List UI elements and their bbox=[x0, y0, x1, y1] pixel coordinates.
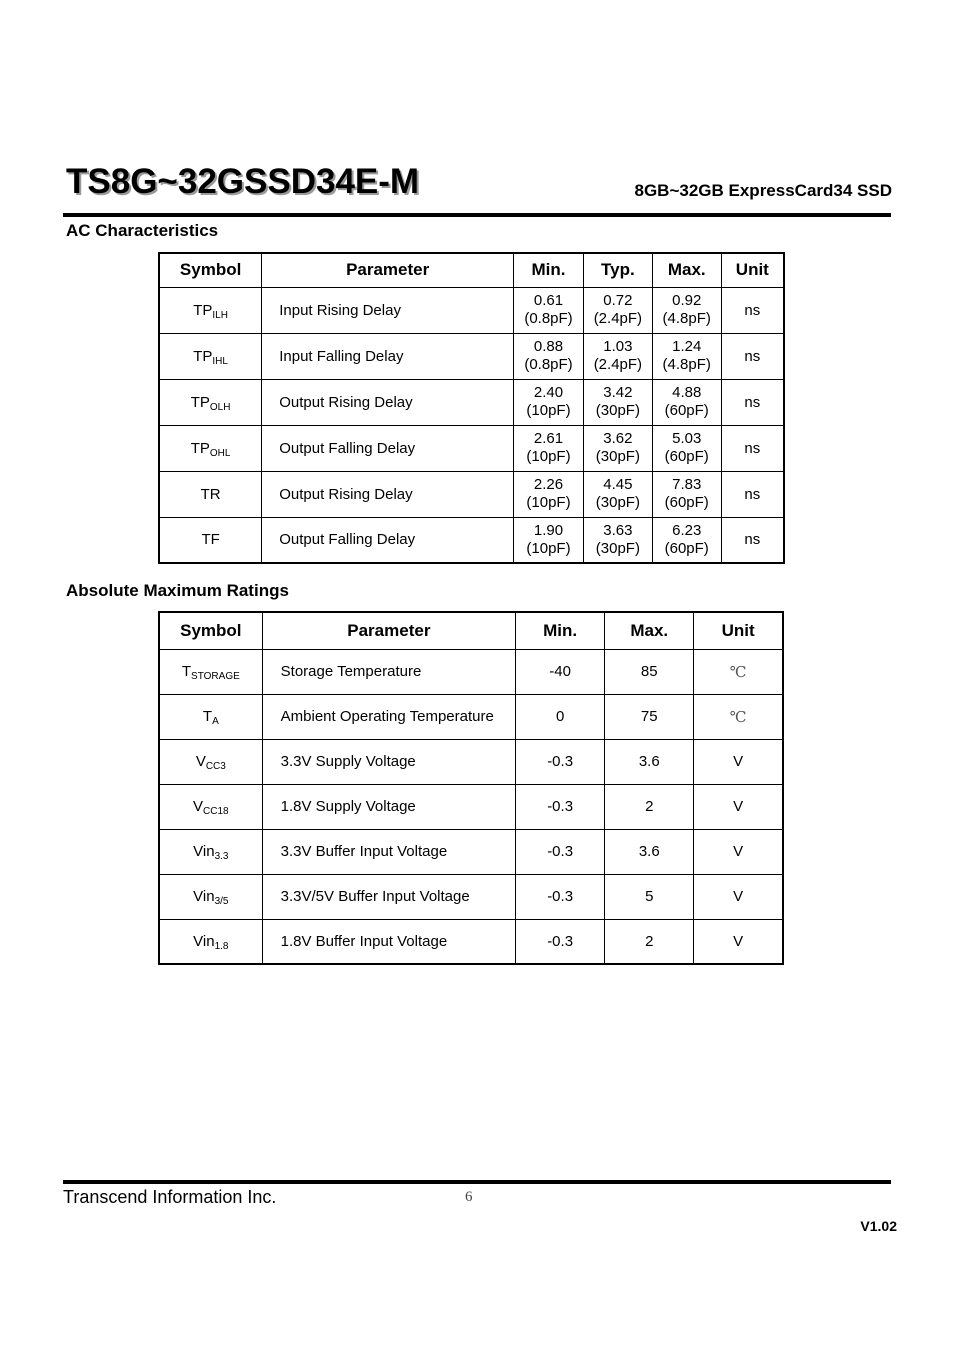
symbol-text: TP bbox=[190, 439, 210, 457]
min-condition: (10pF) bbox=[526, 539, 571, 557]
table-row bbox=[159, 784, 783, 829]
unit-cell: ns bbox=[721, 379, 784, 425]
table-row bbox=[159, 694, 783, 739]
max-condition: (60pF) bbox=[664, 494, 709, 511]
symbol-cell bbox=[159, 425, 262, 471]
max-condition: (60pF) bbox=[664, 402, 709, 419]
min-cell: -0.3 bbox=[516, 784, 605, 829]
parameter-cell: Output Rising Delay bbox=[262, 471, 514, 517]
typ-value: 3.62 bbox=[603, 430, 633, 447]
symbol-text: Vin bbox=[193, 843, 215, 860]
unit-cell: V bbox=[694, 784, 783, 829]
parameter-cell: Output Falling Delay bbox=[262, 425, 514, 471]
table-row bbox=[159, 333, 784, 379]
min-cell: -0.3 bbox=[516, 874, 605, 919]
symbol-subscript: STORAGE bbox=[191, 671, 240, 682]
parameter-cell: Ambient Operating Temperature bbox=[262, 694, 515, 739]
min-cell bbox=[514, 471, 584, 517]
table-row bbox=[159, 379, 784, 425]
typ-condition: (2.4pF) bbox=[593, 356, 643, 373]
symbol-subscript: 3.3 bbox=[214, 851, 229, 862]
max-cell bbox=[652, 287, 721, 333]
unit-cell: V bbox=[694, 919, 783, 964]
table-row bbox=[159, 829, 783, 874]
symbol-cell bbox=[159, 471, 262, 517]
col-header-min: Min. bbox=[514, 253, 584, 287]
min-cell: -0.3 bbox=[516, 739, 605, 784]
table-row bbox=[159, 739, 783, 784]
symbol-subscript: OHL bbox=[209, 447, 231, 459]
header-rule bbox=[63, 213, 891, 217]
amr-header-row bbox=[159, 612, 783, 649]
symbol-text: TF bbox=[201, 531, 220, 549]
symbol-text: T bbox=[202, 708, 213, 725]
table-row bbox=[159, 287, 784, 333]
typ-condition: (2.4pF) bbox=[593, 310, 643, 327]
document-subtitle: 8GB~32GB ExpressCard34 SSD bbox=[634, 181, 892, 200]
symbol-subscript: ILH bbox=[212, 309, 228, 321]
unit-cell: V bbox=[694, 739, 783, 784]
typ-cell bbox=[583, 287, 652, 333]
typ-value: 3.42 bbox=[603, 384, 633, 401]
amr-section-heading: Absolute Maximum Ratings bbox=[66, 581, 289, 600]
parameter-cell: 3.3V Buffer Input Voltage bbox=[262, 829, 515, 874]
typ-cell bbox=[583, 333, 652, 379]
symbol-cell bbox=[159, 649, 262, 694]
min-cell bbox=[514, 333, 584, 379]
col-header-typ: Typ. bbox=[583, 253, 652, 287]
symbol-cell bbox=[159, 287, 262, 333]
unit-cell: ns bbox=[721, 517, 784, 563]
typ-cell bbox=[583, 517, 652, 563]
symbol-text: T bbox=[181, 663, 192, 680]
symbol-text: TP bbox=[190, 393, 210, 411]
footer-company: Transcend Information Inc. bbox=[63, 1187, 277, 1207]
col-header-unit: Unit bbox=[694, 612, 783, 649]
max-cell: 3.6 bbox=[605, 739, 694, 784]
max-condition: (4.8pF) bbox=[662, 310, 711, 327]
absolute-maximum-ratings-table bbox=[158, 611, 784, 965]
parameter-cell: Storage Temperature bbox=[262, 649, 515, 694]
parameter-cell: 3.3V/5V Buffer Input Voltage bbox=[262, 874, 515, 919]
symbol-subscript: OLH bbox=[209, 401, 231, 413]
page-number: 6 bbox=[465, 1189, 473, 1205]
parameter-cell: Input Falling Delay bbox=[262, 333, 514, 379]
typ-cell bbox=[583, 471, 652, 517]
col-header-parameter: Parameter bbox=[262, 612, 515, 649]
min-value: 2.40 bbox=[533, 384, 564, 401]
col-header-symbol: Symbol bbox=[159, 612, 262, 649]
max-cell: 5 bbox=[605, 874, 694, 919]
parameter-cell: Output Falling Delay bbox=[262, 517, 514, 563]
symbol-subscript: CC18 bbox=[203, 806, 229, 817]
max-cell bbox=[652, 517, 721, 563]
symbol-subscript: 1.8 bbox=[214, 940, 229, 952]
parameter-cell: 3.3V Supply Voltage bbox=[262, 739, 515, 784]
max-cell: 2 bbox=[605, 919, 694, 964]
document-title: TS8G~32GSSD34E-M bbox=[66, 162, 420, 201]
max-value: 5.03 bbox=[672, 430, 702, 447]
max-condition: (4.8pF) bbox=[662, 356, 711, 373]
unit-cell: V bbox=[694, 874, 783, 919]
min-cell bbox=[514, 425, 584, 471]
version-label: V1.02 bbox=[860, 1218, 897, 1234]
symbol-cell bbox=[159, 829, 262, 874]
col-header-unit: Unit bbox=[721, 253, 784, 287]
unit-cell: ns bbox=[721, 333, 784, 379]
symbol-text: TP bbox=[193, 347, 213, 365]
ac-characteristics-table bbox=[158, 252, 785, 564]
ac-section-heading: AC Characteristics bbox=[66, 221, 219, 240]
symbol-text: Vin bbox=[193, 888, 215, 905]
parameter-cell: 1.8V Supply Voltage bbox=[262, 784, 515, 829]
symbol-cell bbox=[159, 333, 262, 379]
typ-condition: (30pF) bbox=[595, 402, 640, 419]
min-value: 2.61 bbox=[533, 430, 564, 447]
min-condition: (0.8pF) bbox=[524, 356, 573, 373]
symbol-cell bbox=[159, 694, 262, 739]
max-cell: 2 bbox=[605, 784, 694, 829]
max-condition: (60pF) bbox=[664, 448, 709, 465]
max-value: 7.83 bbox=[672, 476, 702, 493]
symbol-cell bbox=[159, 379, 262, 425]
max-cell bbox=[652, 333, 721, 379]
symbol-subscript: CC3 bbox=[205, 761, 226, 772]
footer-rule bbox=[63, 1180, 891, 1184]
unit-cell: ns bbox=[721, 425, 784, 471]
symbol-subscript: 3/5 bbox=[214, 896, 229, 907]
min-condition: (10pF) bbox=[526, 448, 571, 465]
unit-cell: V bbox=[694, 829, 783, 874]
max-cell: 85 bbox=[605, 649, 694, 694]
min-condition: (0.8pF) bbox=[524, 310, 573, 327]
min-value: 0.61 bbox=[533, 292, 564, 309]
unit-cell: ℃ bbox=[694, 694, 783, 739]
min-cell: -40 bbox=[516, 649, 605, 694]
symbol-text: V bbox=[193, 798, 204, 815]
max-cell bbox=[652, 471, 721, 517]
symbol-cell bbox=[159, 874, 262, 919]
min-cell bbox=[514, 287, 584, 333]
symbol-cell bbox=[159, 517, 262, 563]
min-cell: -0.3 bbox=[516, 919, 605, 964]
ac-header-row bbox=[159, 253, 784, 287]
parameter-cell: Output Rising Delay bbox=[262, 379, 514, 425]
symbol-text: TR bbox=[200, 485, 221, 503]
max-condition: (60pF) bbox=[664, 539, 709, 557]
typ-cell bbox=[583, 379, 652, 425]
min-value: 0.88 bbox=[533, 338, 564, 355]
min-cell bbox=[514, 517, 584, 563]
col-header-min: Min. bbox=[516, 612, 605, 649]
symbol-subscript: A bbox=[212, 716, 219, 727]
typ-value: 4.45 bbox=[603, 476, 633, 493]
max-value: 0.92 bbox=[672, 292, 702, 309]
typ-cell bbox=[583, 425, 652, 471]
min-value: 2.26 bbox=[533, 476, 564, 493]
table-row bbox=[159, 919, 783, 964]
min-condition: (10pF) bbox=[526, 402, 571, 419]
max-cell: 3.6 bbox=[605, 829, 694, 874]
unit-cell: ℃ bbox=[694, 649, 783, 694]
unit-cell: ns bbox=[721, 471, 784, 517]
symbol-text: TP bbox=[193, 301, 213, 319]
min-cell: 0 bbox=[516, 694, 605, 739]
max-cell bbox=[652, 425, 721, 471]
parameter-cell: Input Rising Delay bbox=[262, 287, 514, 333]
table-row bbox=[159, 471, 784, 517]
symbol-cell bbox=[159, 739, 262, 784]
symbol-text: V bbox=[195, 753, 206, 770]
table-row bbox=[159, 517, 784, 563]
col-header-symbol: Symbol bbox=[159, 253, 262, 287]
col-header-max: Max. bbox=[652, 253, 721, 287]
symbol-cell bbox=[159, 919, 262, 964]
max-value: 4.88 bbox=[672, 384, 702, 401]
min-cell bbox=[514, 379, 584, 425]
max-value: 1.24 bbox=[672, 338, 702, 355]
parameter-cell: 1.8V Buffer Input Voltage bbox=[262, 919, 515, 964]
typ-value: 0.72 bbox=[603, 292, 633, 309]
typ-condition: (30pF) bbox=[595, 539, 640, 557]
max-cell bbox=[652, 379, 721, 425]
typ-value: 1.03 bbox=[603, 338, 633, 355]
symbol-subscript: IHL bbox=[212, 355, 228, 367]
min-value: 1.90 bbox=[533, 521, 564, 539]
min-condition: (10pF) bbox=[526, 494, 571, 511]
min-cell: -0.3 bbox=[516, 829, 605, 874]
typ-value: 3.63 bbox=[603, 521, 633, 539]
max-cell: 75 bbox=[605, 694, 694, 739]
symbol-cell bbox=[159, 784, 262, 829]
typ-condition: (30pF) bbox=[595, 448, 640, 465]
table-row bbox=[159, 874, 783, 919]
typ-condition: (30pF) bbox=[595, 494, 640, 511]
table-row bbox=[159, 649, 783, 694]
table-row bbox=[159, 425, 784, 471]
max-value: 6.23 bbox=[672, 521, 702, 539]
col-header-parameter: Parameter bbox=[262, 253, 514, 287]
symbol-text: Vin bbox=[193, 932, 215, 950]
col-header-max: Max. bbox=[605, 612, 694, 649]
unit-cell: ns bbox=[721, 287, 784, 333]
